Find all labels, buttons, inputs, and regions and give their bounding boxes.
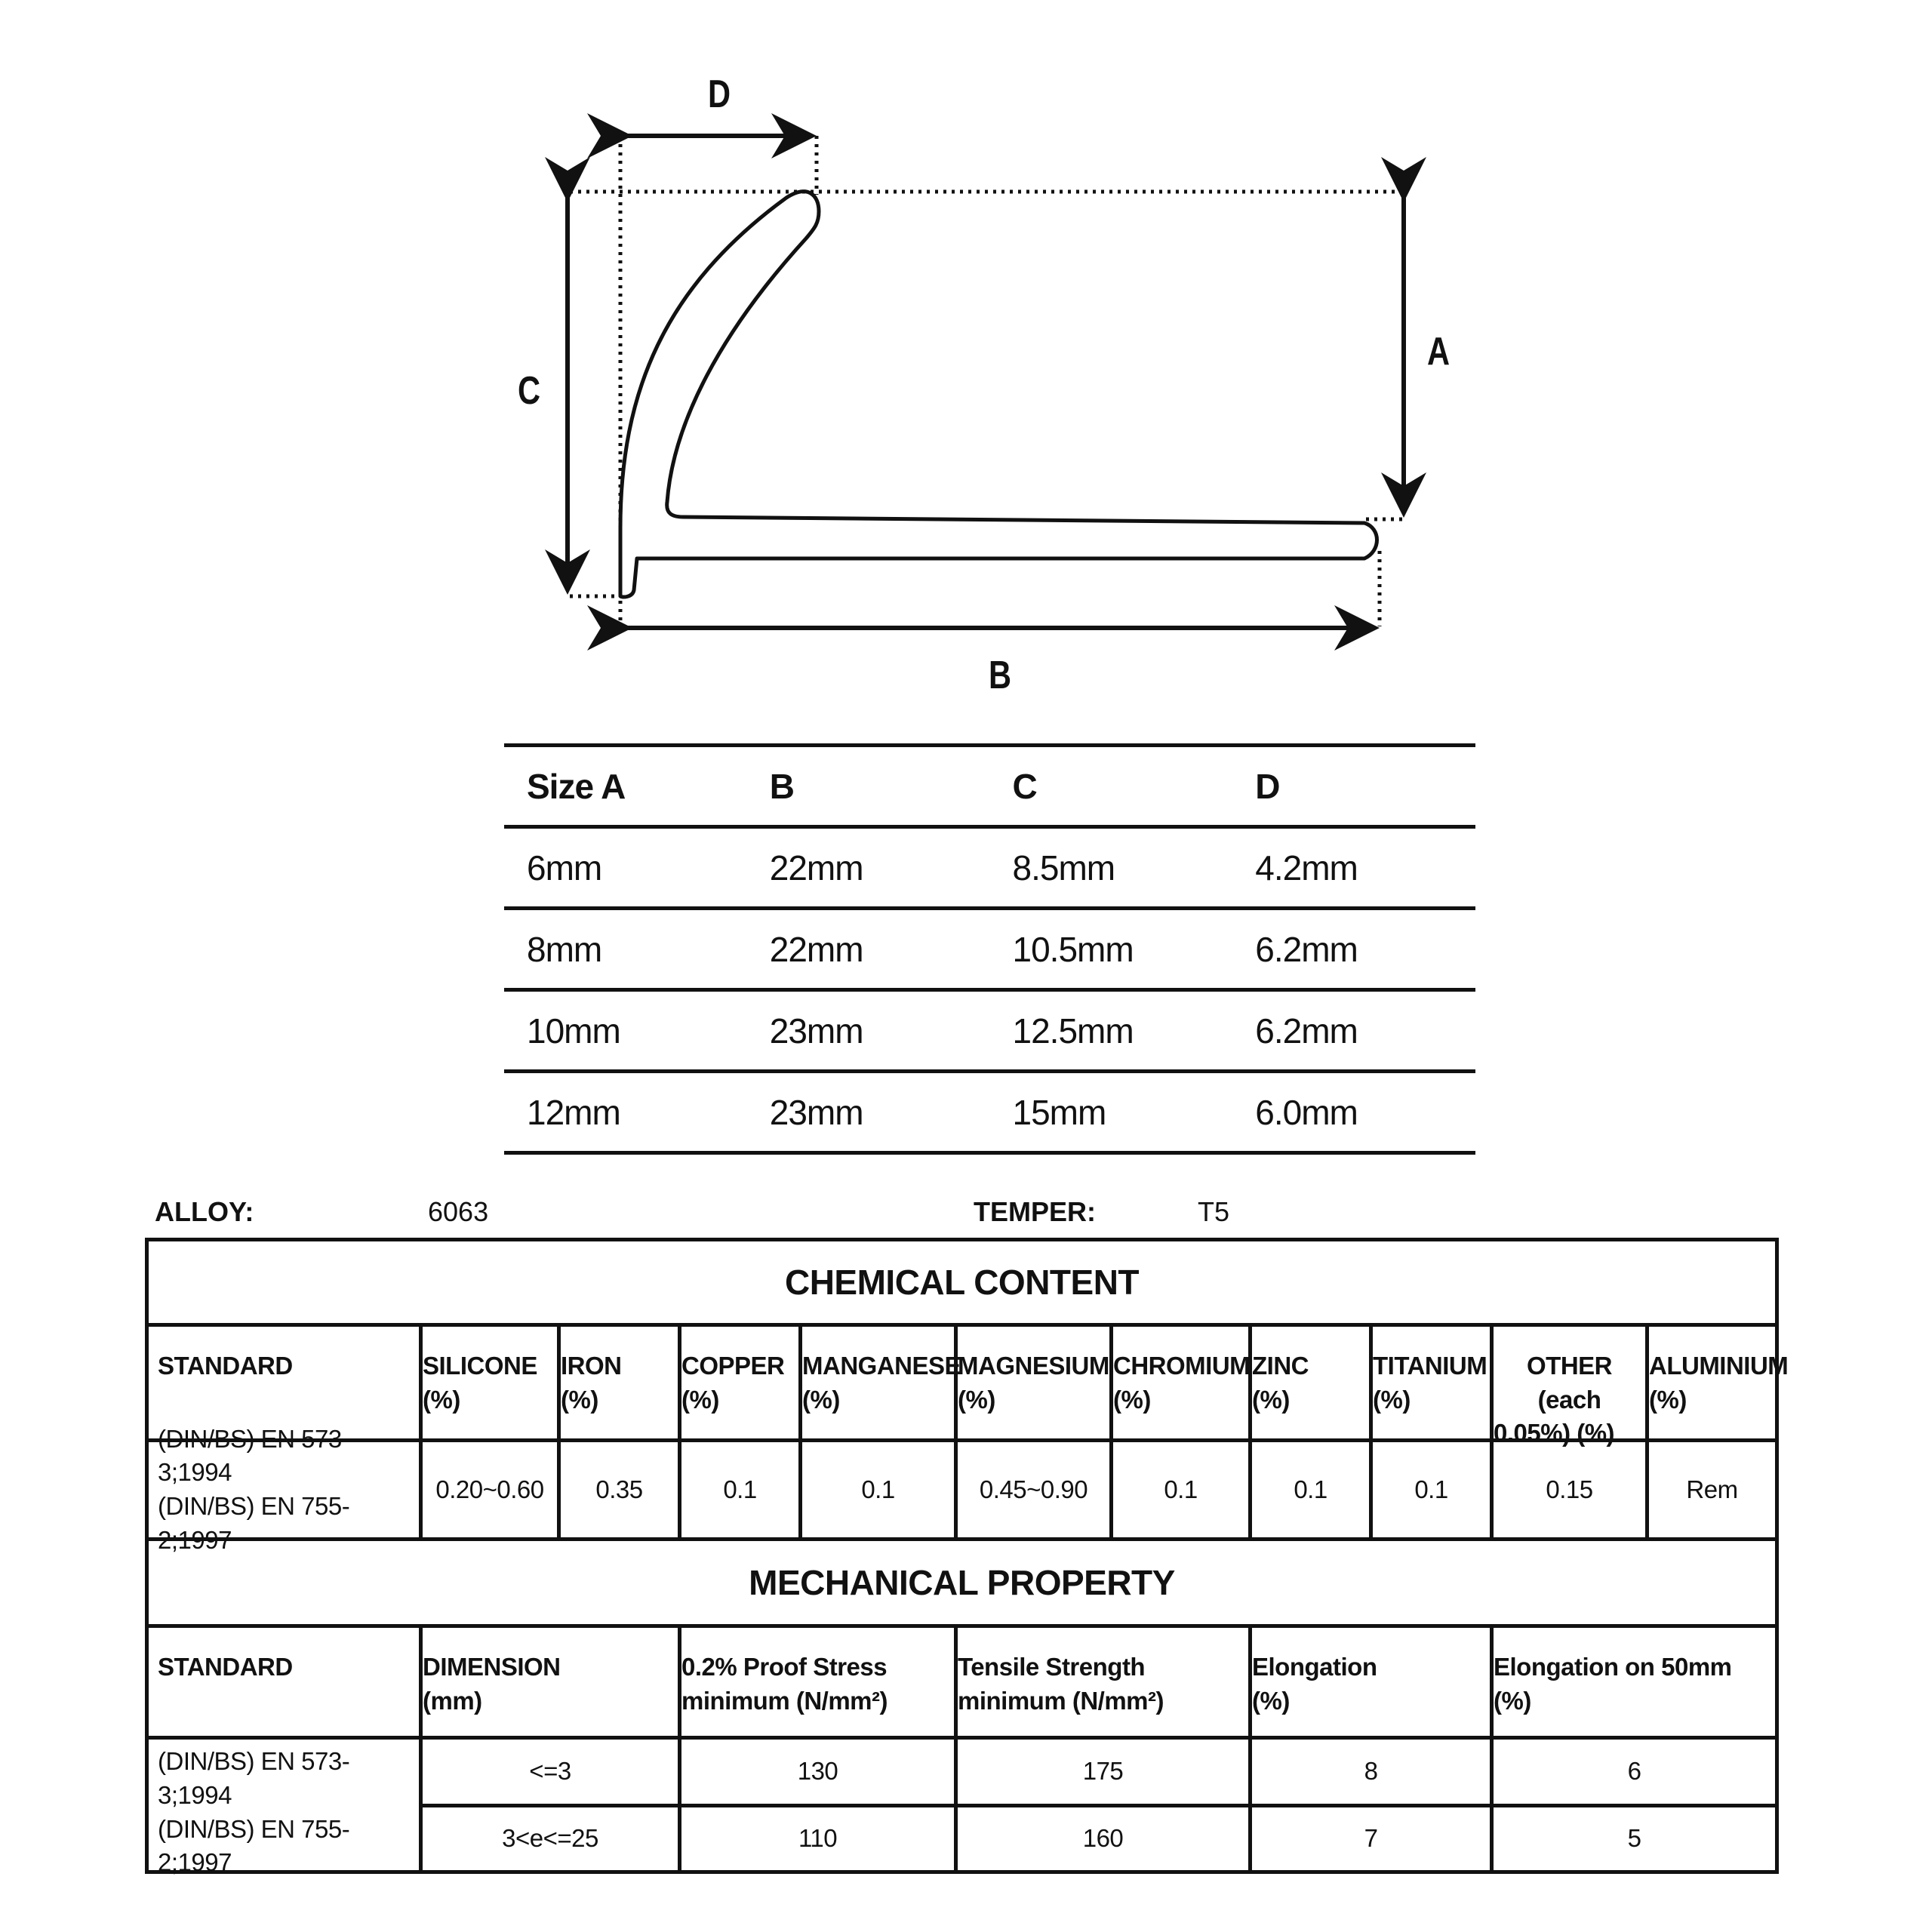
header-magnesium: MAGNESIUM (%) (958, 1352, 1109, 1414)
dimension-label-c: C (517, 369, 541, 413)
header-c: C (1012, 766, 1037, 806)
value-chromium: 0.1 (1164, 1475, 1198, 1503)
value-iron: 0.35 (595, 1475, 643, 1503)
cell-b: 22mm (769, 848, 863, 888)
value-dimension: <=3 (529, 1757, 571, 1786)
header-size-a: Size A (527, 766, 626, 806)
header-other: OTHER (each 0.05%) (%) (1494, 1352, 1615, 1447)
header-silicone: SILICONE (%) (423, 1352, 537, 1414)
header-b: B (769, 766, 794, 806)
mechanical-standard-header: STANDARD (158, 1653, 293, 1681)
header-titanium: TITANIUM (%) (1373, 1352, 1487, 1414)
value-proof-stress: 110 (798, 1824, 838, 1853)
header-tensile-strength: Tensile Strength minimum (N/mm²) (958, 1653, 1164, 1715)
value-dimension: 3<e<=25 (502, 1824, 598, 1853)
size-table-header (504, 743, 1475, 829)
cell-d: 6.0mm (1255, 1092, 1358, 1132)
table-row (504, 910, 1475, 992)
value-elongation: 8 (1364, 1757, 1378, 1786)
value-copper: 0.1 (723, 1475, 757, 1503)
header-dimension: DIMENSION (mm) (423, 1653, 561, 1715)
mechanical-standards: (DIN/BS) EN 573-3;1994 (DIN/BS) EN 755-2;1997 (158, 1747, 350, 1877)
profile-drawing (0, 0, 1932, 724)
header-manganese: MANGANESE (%) (802, 1352, 961, 1414)
value-proof-stress: 130 (797, 1757, 838, 1786)
extension-lines (570, 136, 1404, 626)
chemical-content-title: CHEMICAL CONTENT (784, 1262, 1140, 1302)
value-other: 0.15 (1546, 1475, 1593, 1503)
chemical-standard-header: STANDARD (158, 1352, 293, 1380)
value-elongation: 7 (1364, 1824, 1378, 1853)
header-d: D (1255, 766, 1280, 806)
header-chromium: CHROMIUM (%) (1113, 1352, 1251, 1414)
value-aluminium: Rem (1686, 1475, 1738, 1503)
cell-size-a: 6mm (527, 848, 602, 888)
value-manganese: 0.1 (861, 1475, 895, 1503)
temper-label: TEMPER: (974, 1196, 1096, 1227)
alloy-label: ALLOY: (155, 1196, 254, 1227)
value-tensile-strength: 175 (1082, 1757, 1124, 1786)
header-iron: IRON (%) (561, 1352, 622, 1414)
size-table (504, 743, 1475, 1155)
dimension-label-a: A (1426, 330, 1451, 374)
cell-b: 23mm (769, 1011, 863, 1051)
cell-d: 6.2mm (1255, 1011, 1358, 1051)
header-elongation: Elongation (%) (1252, 1653, 1377, 1715)
dimension-label-b: B (988, 654, 1012, 697)
header-elongation-50mm: Elongation on 50mm (%) (1494, 1653, 1732, 1715)
cell-size-a: 12mm (527, 1092, 620, 1132)
value-silicone: 0.20~0.60 (435, 1475, 544, 1503)
header-aluminium: ALUMINIUM (%) (1649, 1352, 1789, 1414)
cell-c: 10.5mm (1012, 929, 1134, 969)
header-zinc: ZINC (%) (1252, 1352, 1309, 1414)
value-zinc: 0.1 (1294, 1475, 1327, 1503)
cell-size-a: 10mm (527, 1011, 620, 1051)
dimension-label-d: D (707, 72, 731, 116)
profile-outline (620, 192, 1377, 597)
mechanical-property-title: MECHANICAL PROPERTY (749, 1562, 1175, 1602)
header-copper: COPPER (%) (681, 1352, 785, 1414)
value-elongation-50mm: 5 (1627, 1824, 1641, 1853)
value-titanium: 0.1 (1414, 1475, 1448, 1503)
temper-value: T5 (1198, 1196, 1230, 1227)
cell-size-a: 8mm (527, 929, 602, 969)
value-tensile-strength: 160 (1082, 1824, 1124, 1853)
alloy-value: 6063 (428, 1196, 489, 1227)
value-magnesium: 0.45~0.90 (979, 1475, 1088, 1503)
value-elongation-50mm: 6 (1627, 1757, 1641, 1786)
cell-b: 22mm (769, 929, 863, 969)
table-row (504, 829, 1475, 910)
cell-c: 8.5mm (1012, 848, 1115, 888)
profile-diagram (0, 0, 1932, 724)
cell-d: 4.2mm (1255, 848, 1358, 888)
cell-c: 15mm (1012, 1092, 1106, 1132)
cell-c: 12.5mm (1012, 1011, 1134, 1051)
table-row (504, 992, 1475, 1073)
table-border-right (1775, 1238, 1779, 1874)
table-row (504, 1073, 1475, 1155)
dimension-arrows (568, 136, 1404, 628)
header-proof-stress: 0.2% Proof Stress minimum (N/mm²) (681, 1653, 888, 1715)
cell-d: 6.2mm (1255, 929, 1358, 969)
chemical-standards: (DIN/BS) EN 573-3;1994 (DIN/BS) EN 755-2;1997 (158, 1424, 350, 1554)
cell-b: 23mm (769, 1092, 863, 1132)
